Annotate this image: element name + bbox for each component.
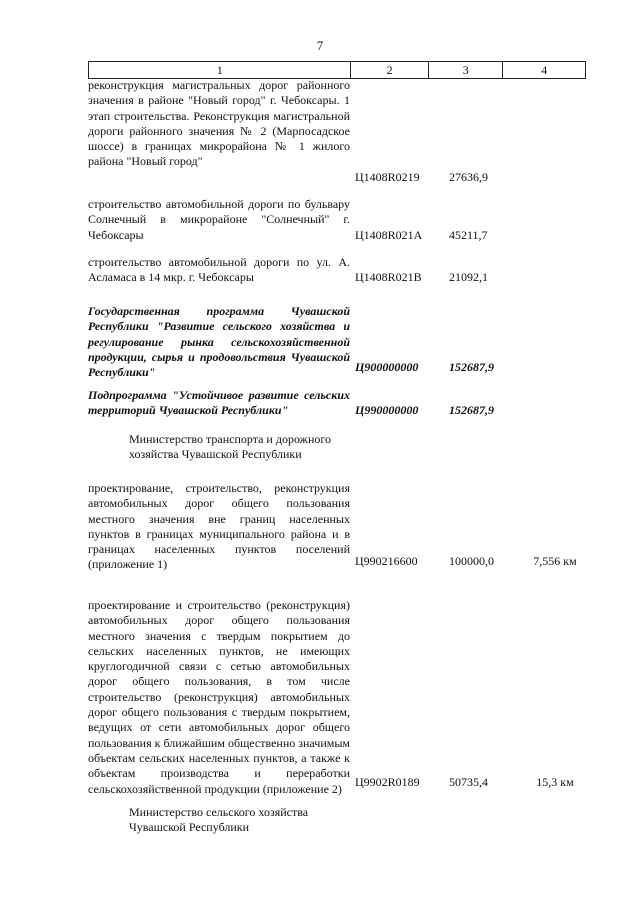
header-col-1: 1 — [89, 62, 351, 78]
row-distance: 7,556 км — [533, 554, 577, 568]
row-description: реконструкция магистральных дорог районного значения в районе "Новый город" г. Чебоксары. 1 этап строительства. Реконструкция магистральной дороги районного значения № 2 (Марпосадское шоссе) в границах микрорайона № 1 жилого района "Новый город" — [88, 78, 350, 169]
row-amount: 50735,4 — [449, 775, 488, 789]
row-amount: 100000,0 — [449, 554, 494, 568]
row-distance: 15,3 км — [536, 775, 574, 789]
row-description: проектирование и строительство (реконструкция) автомобильных дорог общего пользования местного значения с твердым покрытием до сельских населенных пунктов, не имеющих круглогодичной связи с сетью автомобильных дорог общего пользования, в том числе строительство (реконструкция) автомобильных дорог общего пользования с твердым покрытием, ведущих от сети автомобильных дорог общего пользования к ближайшим общественно значимым объектам сельских населенных пунктов, а также к объектам производства и переработки сельскохозяйственной продукции (приложение 2) — [88, 598, 350, 796]
row-code: Ц990216600 — [355, 554, 418, 568]
row-amount: 152687,9 — [449, 360, 494, 374]
header-col-2: 2 — [351, 62, 429, 78]
header-col-4: 4 — [541, 62, 548, 77]
row-amount: 27636,9 — [449, 170, 488, 184]
row-code: Ц9902R0189 — [355, 775, 420, 789]
row-code: Ц1408R021A — [355, 228, 423, 242]
header-col-3: 3 — [429, 62, 504, 78]
page-number: 7 — [316, 38, 324, 53]
row-description: строительство автомобильной дороги по ул. А. Асламаса в 14 мкр. г. Чебоксары — [88, 255, 350, 285]
row-description: проектирование, строительство, реконструкция автомобильных дорог общего пользования местного значения вне границ населенных пунктов в границах муниципального района и в границах населенных пунктов поселений (приложение 1) — [88, 481, 350, 572]
row-code: Ц900000000 — [355, 360, 419, 374]
row-amount: 45211,7 — [449, 228, 488, 242]
row-code: Ц990000000 — [355, 403, 419, 417]
row-amount: 152687,9 — [449, 403, 494, 417]
row-code: Ц1408R0219 — [355, 170, 420, 184]
program-title: Государственная программа Чувашской Республики "Развитие сельского хозяйства и регулирование рынка сельскохозяйственной продукции, сырья и продовольствия Чувашской Республики" — [88, 304, 350, 380]
subprogram-title: Подпрограмма "Устойчивое развитие сельских территорий Чувашской Республики" — [88, 388, 350, 418]
ministry-title: Министерство транспорта и дорожного хозяйства Чувашской Республики — [129, 432, 331, 462]
row-amount: 21092,1 — [449, 270, 488, 284]
row-code: Ц1408R021B — [355, 270, 422, 284]
ministry-title: Министерство сельского хозяйства Чувашской Республики — [129, 805, 309, 835]
table-header — [88, 61, 586, 79]
row-description: строительство автомобильной дороги по бульвару Солнечный в микрорайоне "Солнечный" г. Чебоксары — [88, 197, 350, 242]
